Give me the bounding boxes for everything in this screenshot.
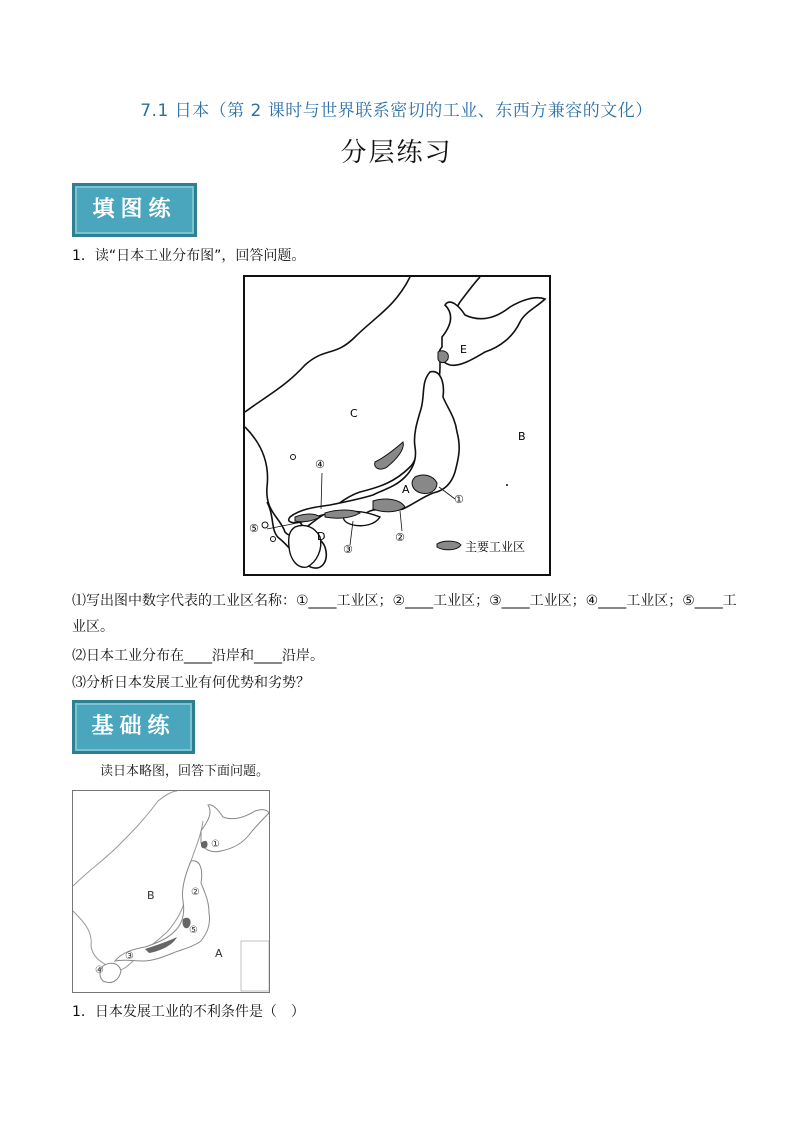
map2-label-b: B	[147, 889, 155, 902]
kyushu	[289, 525, 321, 567]
island	[262, 522, 268, 528]
japan-industry-map	[243, 275, 551, 576]
continent-coast	[73, 791, 177, 886]
section2-intro: 读日本略图，回答下面问题。	[100, 764, 270, 779]
map2-number-5: ⑤	[189, 925, 198, 936]
question-1-line-2: 业区。	[72, 619, 114, 635]
hokkaido	[439, 298, 545, 366]
map-label-d: D	[317, 530, 326, 543]
map-label-c: C	[350, 407, 358, 420]
question-1-line-1: ⑴写出图中数字代表的工业区名称：①____工业区；②____工业区；③____工业区；④____工业区；⑤____工	[72, 593, 737, 609]
industrial-zone-e	[438, 351, 448, 363]
legend-label: 主要工业区	[465, 540, 526, 554]
question-intro: 1．读“日本工业分布图”，回答问题。	[72, 248, 306, 264]
industrial-zone-1	[412, 475, 437, 494]
industrial-zone-4	[375, 442, 404, 469]
map-number-5: ⑤	[249, 522, 259, 535]
legend-swatch	[437, 541, 461, 550]
continent-coast	[245, 277, 410, 412]
island-dot	[506, 484, 508, 486]
page-title: 分层练习	[340, 138, 453, 168]
map-label-e: E	[460, 343, 467, 356]
island	[291, 455, 296, 460]
section-header-basic: 基础练	[72, 700, 195, 754]
map2-number-2: ②	[191, 887, 200, 898]
map-label-b: B	[518, 430, 526, 443]
map-number-4: ④	[315, 458, 325, 471]
honshu	[289, 372, 460, 523]
map2-label-a: A	[215, 947, 223, 960]
map2-number-4: ④	[95, 965, 104, 976]
question-2: ⑵日本工业分布在____沿岸和____沿岸。	[72, 648, 324, 664]
map-number-2: ②	[395, 531, 405, 544]
map2-number-3: ③	[125, 951, 134, 962]
island	[271, 537, 276, 542]
map-label-a: A	[402, 483, 410, 496]
map2-number-1: ①	[211, 839, 220, 850]
question-3: ⑶分析日本发展工业有何优势和劣势？	[72, 675, 310, 691]
section2-question-1: 1．日本发展工业的不利条件是（ ）	[72, 1004, 305, 1020]
map-number-3: ③	[343, 543, 353, 556]
japan-industry-map-svg	[245, 277, 549, 574]
japan-sketch-map-svg	[73, 791, 269, 992]
japan-sketch-map	[72, 790, 270, 993]
section-header-fill-map: 填图练	[72, 183, 197, 237]
map-number-1: ①	[454, 493, 464, 506]
subtitle: 7.1 日本（第 2 课时与世界联系密切的工业、东西方兼容的文化）	[140, 101, 653, 121]
